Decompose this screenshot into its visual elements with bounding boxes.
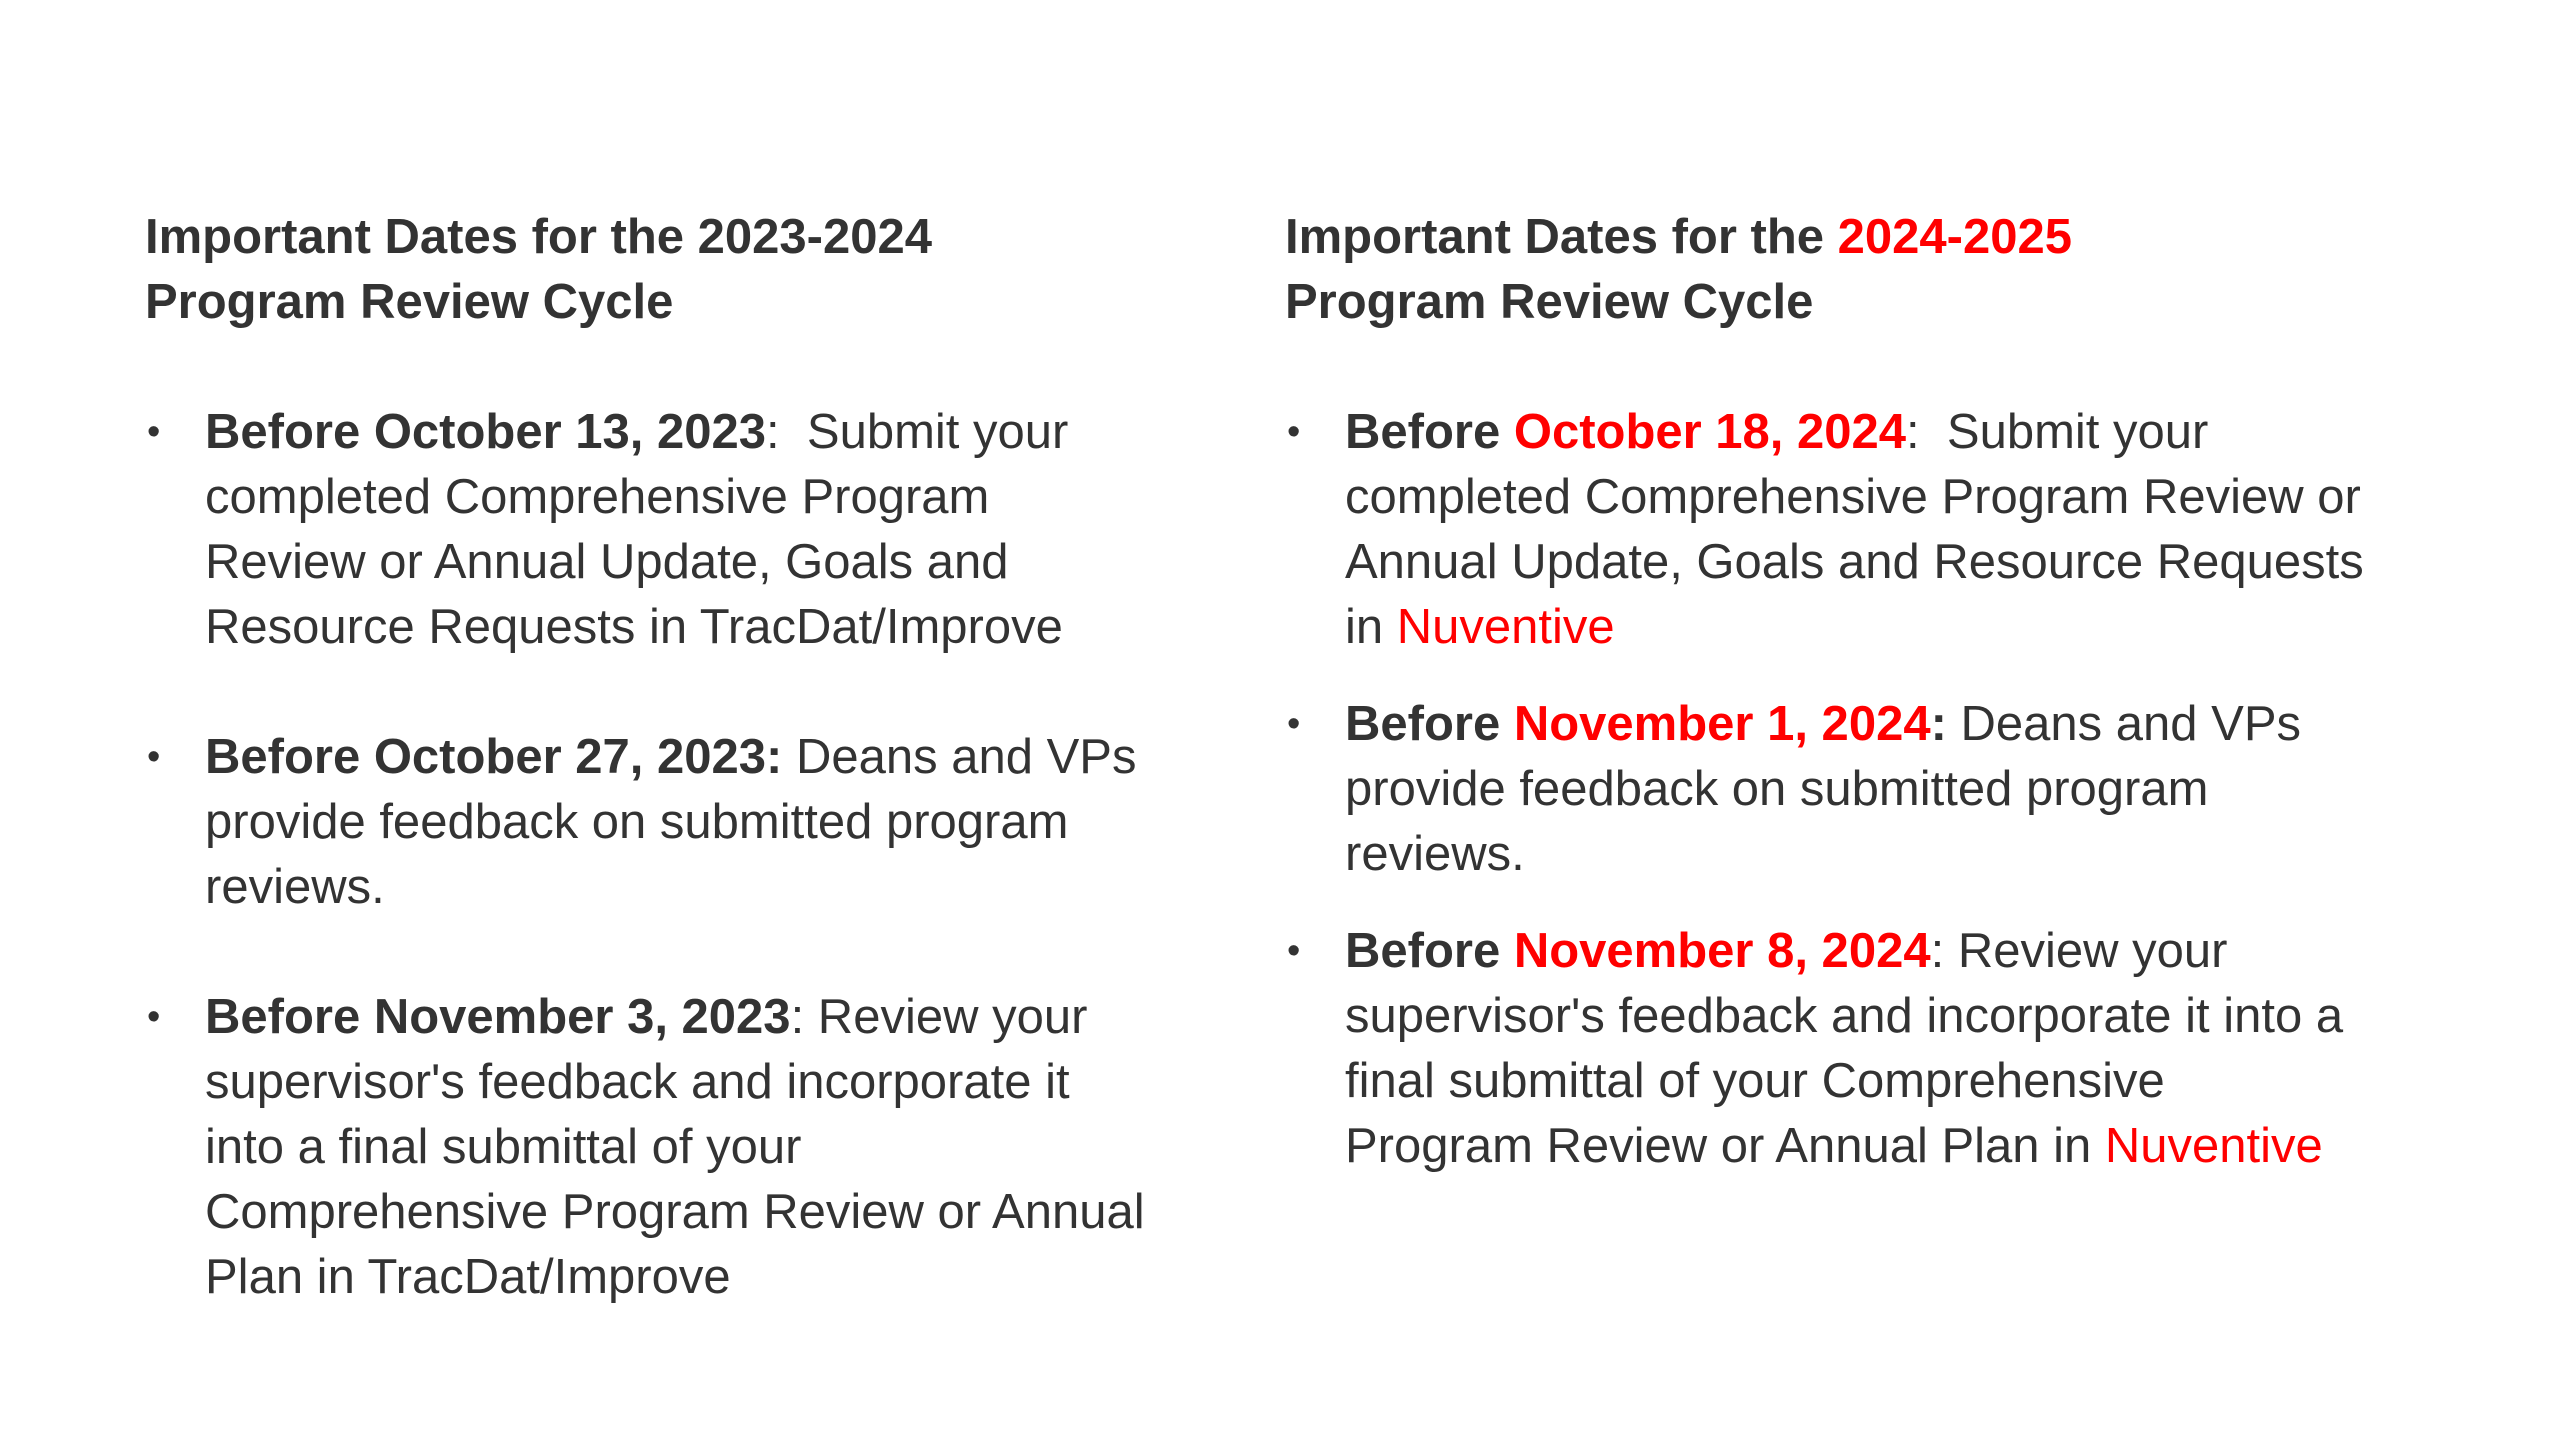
bullet-icon: • [1287,411,1301,453]
item-before: Before [1345,697,1514,751]
left-date-list [145,400,1155,1310]
item-highlight: Nuventive [1396,600,1615,654]
right-heading-line1 [1285,205,2365,270]
item-text: Deans and VPs provide feedback on submitted program reviews. [205,730,1137,914]
right-column [1285,205,2378,1211]
item-separator: : [790,990,805,1044]
item-text: Submit your completed Comprehensive Program Review or Annual Update, Goals and Resource Requests in [1345,405,2378,654]
item-date: Before October 13, 2023 [205,405,767,459]
bullet-icon: • [1287,703,1301,745]
right-heading-year: 2024-2025 [1837,210,2073,264]
left-heading [145,205,1155,335]
list-item [145,985,1155,1310]
item-highlight: Nuventive [2104,1119,2323,1173]
bullet-icon: • [1287,930,1301,972]
item-before: Before [1345,405,1514,459]
item-text: Deans and VPs provide feedback on submitted program reviews. [1345,697,2302,881]
item-text: Review your supervisor's feedback and incorporate it into a final submittal of your Comprehensive Program Review or Annual Plan in [1345,924,2344,1173]
item-date: November 1, 2024 [1513,697,1931,751]
right-heading-line2: Program Review Cycle [1285,275,1814,329]
list-item [1285,400,2378,660]
left-column [145,205,1155,1375]
item-separator: : [1906,405,1920,459]
bullet-icon: • [147,411,161,453]
right-heading [1285,205,2365,335]
right-heading-prefix: Important Dates for the [1285,210,1838,264]
item-date: October 18, 2024 [1513,405,1907,459]
list-item [145,725,1155,920]
item-separator: : [766,405,780,459]
bullet-icon: • [147,736,161,778]
list-item [1285,692,2365,887]
item-separator: : [1930,924,1945,978]
item-date: Before October 27, 2023: [205,730,783,784]
list-item [145,400,1155,660]
item-separator: : [1930,697,1947,751]
left-heading-line1: Important Dates for the 2023-2024 [145,210,932,264]
left-heading-line2: Program Review Cycle [145,275,674,329]
item-text: Submit your completed Comprehensive Program Review or Annual Update, Goals and Resource Requests in TracDat/Improve [205,405,1082,654]
bullet-icon: • [147,996,161,1038]
item-date: November 8, 2024 [1513,924,1931,978]
item-date: Before November 3, 2023 [205,990,791,1044]
item-text: Review your supervisor's feedback and incorporate it into a final submittal of your Comprehensive Program Review or Annual Plan in TracDat/Improve [205,990,1145,1304]
item-before: Before [1345,924,1514,978]
list-item [1285,919,2365,1179]
right-date-list [1285,400,2378,1179]
